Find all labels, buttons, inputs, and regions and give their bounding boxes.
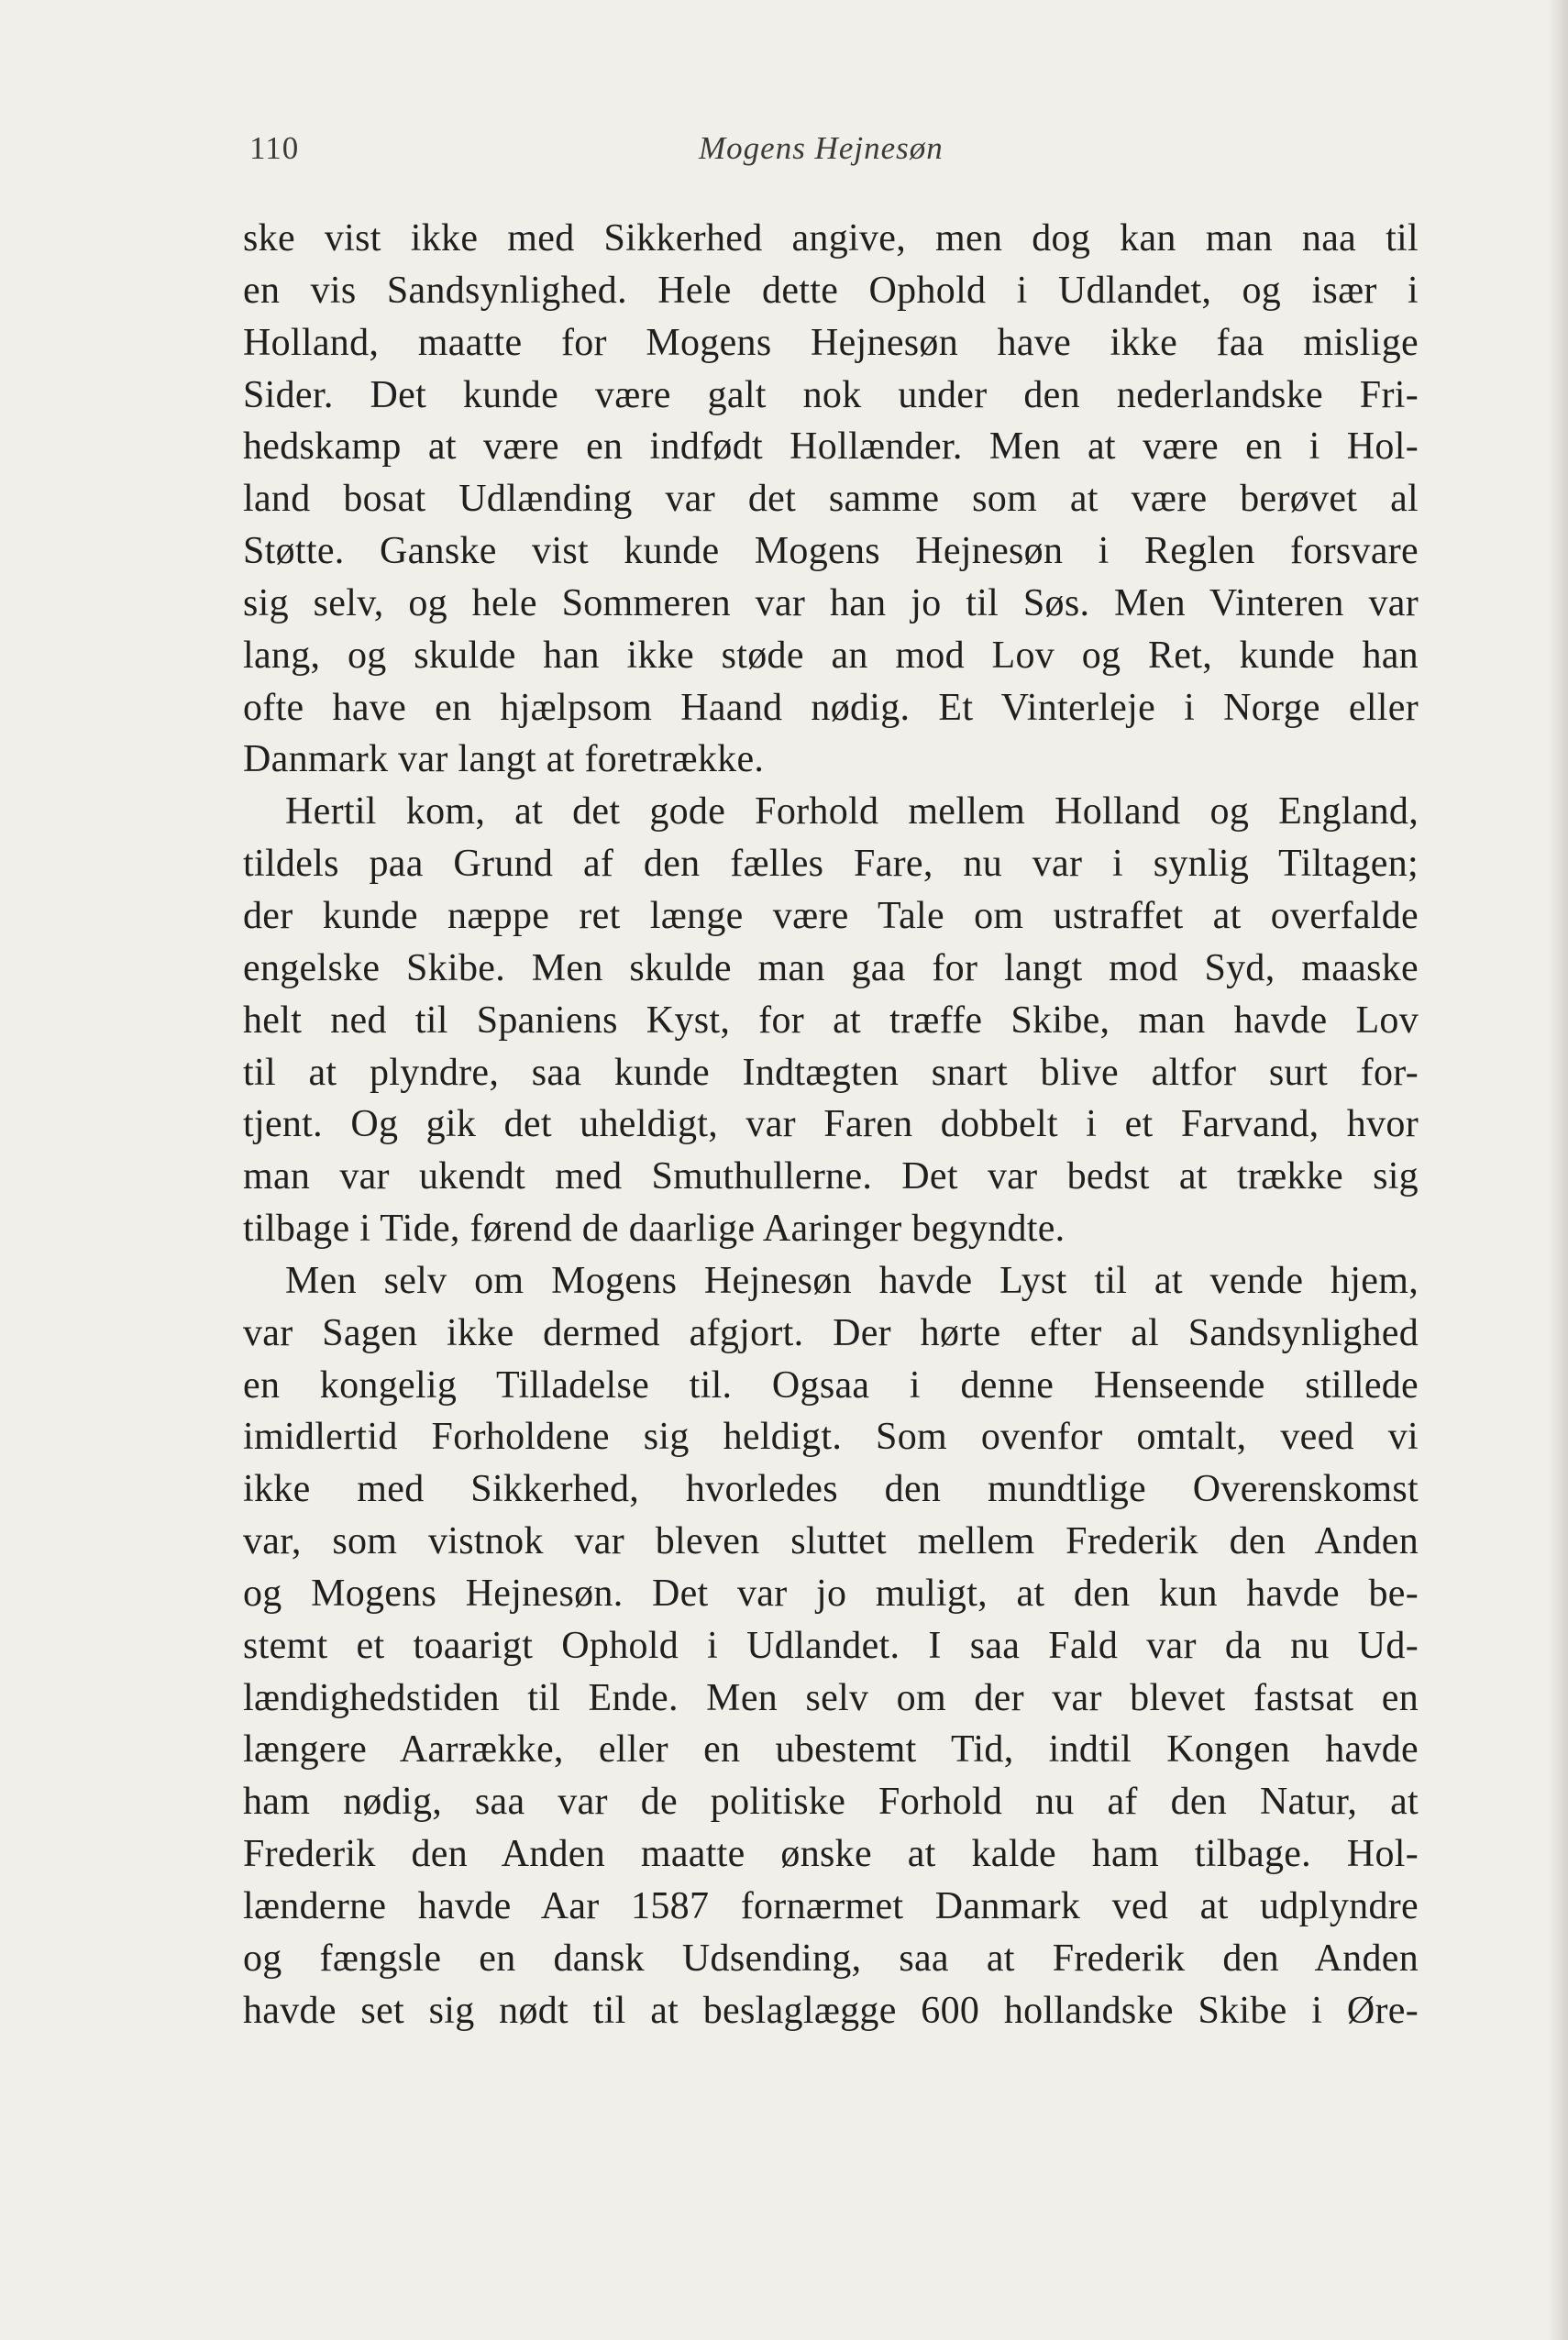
text-line: var Sagen ikke dermed afgjort. Der hørte efter al Sandsynlighed — [243, 1311, 1419, 1354]
text-line: Støtte. Ganske vist kunde Mogens Hejnesøn i Reglen forsvare — [243, 530, 1419, 573]
text-line: ske vist ikke med Sikkerhed angive, men dog kan man naa til — [243, 217, 1419, 259]
text-line: imidlertid Forholdene sig heldigt. Som ovenfor omtalt, veed vi — [243, 1416, 1419, 1459]
text-line: til at plyndre, saa kunde Indtægten snart blive altfor surt for- — [243, 1051, 1419, 1094]
text-line: lændighedstiden til Ende. Men selv om der var blevet fastsat en — [243, 1676, 1419, 1719]
text-line: havde set sig nødt til at beslaglægge 600 hollandske Skibe i Øre- — [243, 1989, 1419, 2032]
text-line: engelske Skibe. Men skulde man gaa for langt mod Syd, maaske — [243, 946, 1419, 989]
text-line: længere Aarrække, eller en ubestemt Tid, indtil Kongen havde — [243, 1728, 1419, 1772]
text-line: Hertil kom, at det gode Forhold mellem Holland og England, — [285, 790, 1419, 833]
running-header — [249, 130, 1458, 174]
text-line: der kunde næppe ret længe være Tale om ustraffet at overfalde — [243, 894, 1419, 937]
text-line: lænderne havde Aar 1587 fornærmet Danmark ved at udplyndre — [243, 1885, 1419, 1927]
text-line: var, som vistnok var bleven sluttet mellem Frederik den Anden — [243, 1520, 1419, 1563]
text-line: Holland, maatte for Mogens Hejnesøn have ikke faa mislige — [243, 321, 1419, 364]
text-line: ham nødig, saa var de politiske Forhold nu af den Natur, at — [243, 1781, 1419, 1824]
text-line: ofte have en hjælpsom Haand nødig. Et Vinterleje i Norge eller — [243, 686, 1419, 729]
text-line: tilbage i Tide, førend de daarlige Aaringer begyndte. — [243, 1208, 1066, 1251]
text-line: stemt et toaarigt Ophold i Udlandet. I saa Fald var da nu Ud- — [243, 1624, 1419, 1667]
text-line: tjent. Og gik det uheldigt, var Faren dobbelt i et Farvand, hvor — [243, 1103, 1419, 1146]
text-line: lang, og skulde han ikke støde an mod Lov og Ret, kunde han — [243, 634, 1419, 677]
text-line: Frederik den Anden maatte ønske at kalde ham tilbage. Hol- — [243, 1833, 1419, 1876]
text-line: hedskamp at være en indfødt Hollænder. Men at være en i Hol- — [243, 425, 1419, 469]
text-line: en vis Sandsynlighed. Hele dette Ophold i Udlandet, og især i — [243, 269, 1419, 312]
text-line: sig selv, og hele Sommeren var han jo til Søs. Men Vinteren var — [243, 581, 1419, 624]
text-line: Sider. Det kunde være galt nok under den nederlandske Fri- — [243, 373, 1419, 416]
body-text — [243, 213, 1419, 2037]
page-number: 110 — [249, 130, 300, 166]
text-line: og fængsle en dansk Udsending, saa at Frederik den Anden — [243, 1937, 1419, 1980]
text-line: og Mogens Hejnesøn. Det var jo muligt, at den kun havde be- — [243, 1572, 1419, 1615]
text-line: ikke med Sikkerhed, hvorledes den mundtlige Overenskomst — [243, 1468, 1419, 1511]
text-line: helt ned til Spaniens Kyst, for at træffe Skibe, man havde Lov — [243, 999, 1419, 1042]
running-title: Mogens Hejnesøn — [699, 130, 944, 166]
text-line: tildels paa Grund af den fælles Fare, nu var i synlig Tiltagen; — [243, 843, 1419, 886]
text-line: Danmark var langt at foretrække. — [243, 738, 765, 781]
text-line: man var ukendt med Smuthullerne. Det var bedst at trække sig — [243, 1155, 1419, 1198]
text-line: Men selv om Mogens Hejnesøn havde Lyst til at vende hjem, — [285, 1259, 1419, 1302]
text-line: land bosat Udlænding var det samme som at være berøvet al — [243, 478, 1419, 521]
page-edge-shadow — [1548, 0, 1568, 2340]
text-line: en kongelig Tilladelse til. Ogsaa i denne Henseende stillede — [243, 1363, 1419, 1407]
